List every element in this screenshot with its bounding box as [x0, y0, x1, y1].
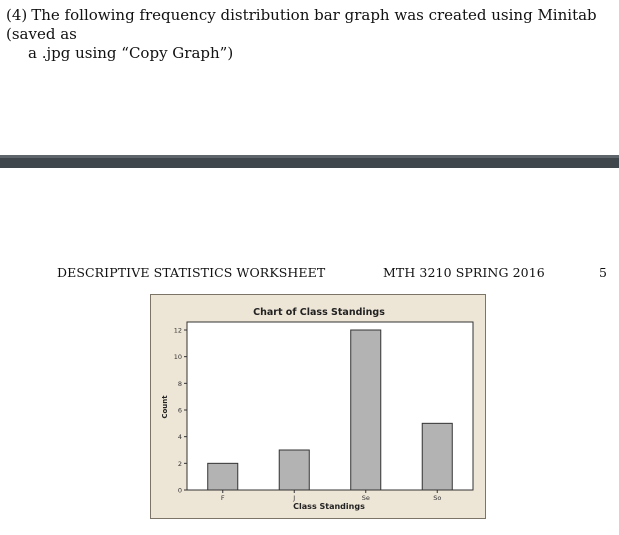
y-tick-label: 10	[173, 353, 182, 362]
x-tick-label: F	[220, 494, 225, 502]
y-tick-label: 8	[177, 379, 182, 388]
page-number: 5	[599, 265, 608, 280]
question-number: (4)	[6, 6, 28, 24]
question-text	[6, 6, 610, 63]
header-title: DESCRIPTIVE STATISTICS WORKSHEET	[57, 265, 326, 280]
y-tick-label: 6	[177, 406, 182, 415]
chart-frame	[150, 294, 486, 519]
y-tick-label: 2	[177, 459, 182, 468]
y-axis-label: Count	[161, 395, 169, 419]
y-tick-label: 12	[173, 326, 182, 335]
bar-chart	[151, 295, 487, 520]
bar	[208, 463, 238, 490]
chart-title: Chart of Class Standings	[253, 307, 385, 318]
bar	[351, 330, 381, 490]
x-axis-label: Class Standings	[293, 502, 365, 511]
y-tick-label: 4	[177, 433, 182, 442]
bar	[279, 450, 309, 490]
bar	[422, 423, 452, 490]
header-course: MTH 3210 SPRING 2016	[383, 265, 545, 280]
y-tick-label: 0	[177, 486, 182, 495]
x-tick-label: J	[293, 494, 296, 502]
x-tick-label: So	[433, 494, 442, 502]
page-header	[0, 265, 619, 281]
page-divider	[0, 155, 619, 168]
question-line-1-text: The following frequency distribution bar graph was created using Minitab (saved as	[6, 6, 597, 43]
x-tick-label: Se	[361, 494, 370, 502]
question-line-1	[6, 6, 610, 44]
question-line-2: a .jpg using “Copy Graph”)	[28, 44, 234, 62]
